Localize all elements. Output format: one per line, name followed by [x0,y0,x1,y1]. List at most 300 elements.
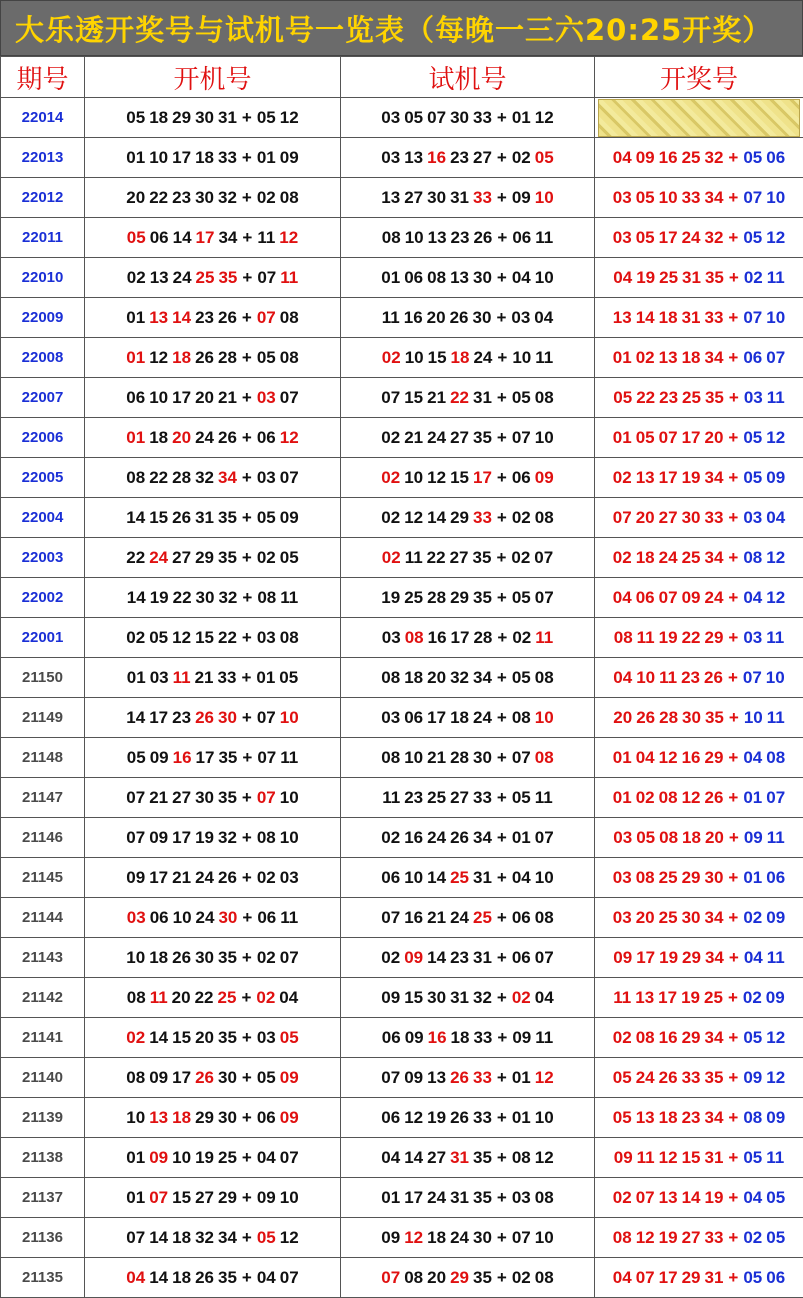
plus-separator: + [242,148,252,168]
trial-number-cell [341,1178,595,1218]
draw-number-cell [595,698,803,738]
number-ball: 11 [280,908,298,928]
plus-separator: + [242,588,252,608]
number-ball: 07 [126,1228,145,1248]
number-ball: 12 [280,1228,299,1248]
table-row [1,258,803,298]
page-title: 大乐透开奖号与试机号一览表（每晚一三六20:25开奖） [15,8,772,49]
issue-cell: 22007 [1,378,85,418]
number-ball: 33 [473,1028,492,1048]
number-ball: 24 [196,908,215,928]
number-ball: 05 [613,388,632,408]
number-ball: 33 [218,668,237,688]
number-ball: 06 [381,868,400,888]
number-ball: 25 [659,908,678,928]
number-ball: 14 [173,228,192,248]
number-ball: 14 [126,708,145,728]
draw-number-cell [595,498,803,538]
trial-number-cell [341,378,595,418]
number-ball: 18 [659,308,678,328]
plus-separator: + [497,428,507,448]
number-ball: 29 [218,1188,237,1208]
number-ball: 35 [218,1268,237,1288]
trial-number-cell [341,1018,595,1058]
number-ball: 14 [427,948,446,968]
plus-separator: + [729,388,739,408]
number-ball: 06 [150,228,169,248]
trial-number-cell [341,1218,595,1258]
plus-separator: + [728,668,738,688]
plus-separator: + [241,988,251,1008]
number-ball: 34 [705,948,724,968]
number-ball: 22 [450,388,469,408]
number-ball: 05 [257,1228,276,1248]
number-ball: 05 [512,588,531,608]
trial-number-cell [341,258,595,298]
number-ball: 13 [450,268,469,288]
plus-separator: + [728,908,738,928]
number-ball: 11 [659,668,677,688]
number-ball: 19 [195,1148,214,1168]
trial-number-cell [341,178,595,218]
open-number-cell [85,938,341,978]
number-ball: 10 [535,188,554,208]
number-ball: 35 [218,508,237,528]
number-ball: 07 [743,668,762,688]
number-ball: 16 [659,1028,678,1048]
plus-separator: + [728,588,738,608]
number-ball: 05 [404,108,423,128]
number-ball: 16 [404,828,423,848]
number-ball: 35 [705,388,724,408]
number-ball: 08 [404,1268,423,1288]
number-ball: 25 [704,988,723,1008]
number-ball: 12 [766,1028,785,1048]
number-ball: 33 [704,1228,723,1248]
number-ball: 32 [704,148,723,168]
header-draw-number: 开奖号 [595,57,803,98]
number-ball: 02 [126,628,145,648]
number-ball: 30 [450,108,469,128]
number-ball: 05 [766,1188,785,1208]
open-number-cell [85,418,341,458]
open-number-cell [85,538,341,578]
number-ball: 25 [404,588,423,608]
issue-cell: 22008 [1,338,85,378]
number-ball: 26 [195,708,214,728]
number-ball: 27 [427,1148,446,1168]
number-ball: 05 [127,748,146,768]
number-ball: 21 [172,868,191,888]
number-ball: 33 [704,508,723,528]
number-ball: 32 [195,1228,214,1248]
number-ball: 04 [126,1268,145,1288]
number-ball: 33 [682,188,701,208]
number-ball: 04 [613,148,632,168]
plus-separator: + [728,228,738,248]
trial-number-cell [341,738,595,778]
number-ball: 08 [636,1028,655,1048]
number-ball: 12 [279,228,298,248]
number-ball: 30 [195,108,214,128]
number-ball: 16 [659,148,678,168]
number-ball: 27 [404,188,423,208]
number-ball: 11 [767,828,785,848]
plus-separator: + [729,828,739,848]
number-ball: 30 [218,1068,237,1088]
number-ball: 01 [126,148,145,168]
plus-separator: + [497,748,507,768]
number-ball: 05 [257,348,276,368]
number-ball: 14 [149,1028,168,1048]
draw-number-cell [595,218,803,258]
number-ball: 28 [172,468,191,488]
table-row [1,1138,803,1178]
number-ball: 01 [743,868,762,888]
number-ball: 26 [450,828,469,848]
number-ball: 03 [743,508,762,528]
issue-cell: 21135 [1,1258,85,1298]
issue-cell: 22003 [1,538,85,578]
issue-cell: 21139 [1,1098,85,1138]
number-ball: 25 [218,1148,237,1168]
plus-separator: + [496,308,506,328]
table-row [1,898,803,938]
number-ball: 06 [636,588,655,608]
number-ball: 02 [381,508,400,528]
number-ball: 13 [659,348,678,368]
number-ball: 18 [450,708,469,728]
number-ball: 25 [196,268,215,288]
number-ball: 32 [218,188,237,208]
number-ball: 35 [473,428,492,448]
draw-number-cell [595,658,803,698]
number-ball: 26 [218,428,237,448]
number-ball: 12 [427,468,446,488]
number-ball: 09 [257,1188,276,1208]
plus-separator: + [729,708,739,728]
number-ball: 35 [218,1028,237,1048]
plus-separator: + [728,508,738,528]
number-ball: 05 [535,148,554,168]
table-row [1,978,803,1018]
number-ball: 01 [613,428,632,448]
plus-separator: + [497,788,507,808]
number-ball: 28 [427,588,446,608]
number-ball: 26 [473,228,492,248]
trial-number-cell [341,498,595,538]
number-ball: 07 [257,268,276,288]
issue-cell: 21136 [1,1218,85,1258]
number-ball: 25 [659,268,678,288]
number-ball: 10 [404,468,423,488]
table-row [1,98,803,138]
number-ball: 17 [172,148,191,168]
number-ball: 07 [257,708,276,728]
plus-separator: + [497,508,507,528]
number-ball: 09 [149,1148,168,1168]
number-ball: 02 [382,548,401,568]
trial-number-cell [341,818,595,858]
number-ball: 34 [704,468,723,488]
number-ball: 05 [512,388,531,408]
number-ball: 14 [126,508,145,528]
trial-number-cell [341,658,595,698]
number-ball: 05 [743,1268,762,1288]
number-ball: 09 [512,1028,531,1048]
plus-separator: + [497,828,507,848]
number-ball: 12 [535,108,554,128]
number-ball: 30 [427,188,446,208]
number-ball: 10 [126,1108,145,1128]
number-ball: 14 [149,1228,168,1248]
plus-separator: + [242,308,252,328]
table-row [1,138,803,178]
number-ball: 09 [404,1068,423,1088]
number-ball: 17 [682,428,701,448]
plus-separator: + [728,748,738,768]
trial-number-cell [341,98,595,138]
number-ball: 12 [766,428,785,448]
plus-separator: + [242,828,252,848]
number-ball: 24 [636,1068,655,1088]
open-number-cell [85,658,341,698]
number-ball: 03 [150,668,169,688]
number-ball: 25 [218,988,237,1008]
plus-separator: + [497,388,507,408]
number-ball: 07 [534,548,553,568]
number-ball: 16 [404,908,423,928]
plus-separator: + [728,308,738,328]
open-number-cell [85,738,341,778]
number-ball: 33 [473,108,492,128]
number-ball: 05 [257,108,276,128]
number-ball: 24 [427,1188,446,1208]
plus-separator: + [242,748,252,768]
number-ball: 22 [173,588,192,608]
number-ball: 33 [682,1068,701,1088]
number-ball: 03 [613,188,632,208]
number-ball: 11 [405,548,423,568]
number-ball: 01 [613,748,632,768]
plus-separator: + [497,1268,507,1288]
plus-separator: + [728,548,738,568]
number-ball: 18 [682,348,701,368]
number-ball: 28 [473,628,492,648]
number-ball: 11 [767,268,785,288]
number-ball: 08 [280,348,299,368]
number-ball: 07 [126,828,145,848]
number-ball: 10 [280,788,299,808]
number-ball: 18 [682,828,701,848]
number-ball: 06 [150,908,169,928]
number-ball: 23 [681,668,700,688]
number-ball: 03 [280,868,299,888]
plus-separator: + [497,348,507,368]
number-ball: 07 [512,1228,531,1248]
number-ball: 29 [450,508,469,528]
number-ball: 30 [473,308,492,328]
open-number-cell [85,258,341,298]
number-ball: 10 [172,1148,191,1168]
number-ball: 12 [659,748,678,768]
number-ball: 02 [512,988,531,1008]
number-ball: 29 [450,588,469,608]
plus-separator: + [729,948,739,968]
number-ball: 24 [195,868,214,888]
number-ball: 28 [659,708,678,728]
number-ball: 10 [535,868,554,888]
draw-number-cell [595,298,803,338]
number-ball: 20 [636,508,655,528]
number-ball: 31 [682,268,701,288]
number-ball: 25 [450,868,469,888]
plus-separator: + [728,428,738,448]
open-number-cell [85,98,341,138]
number-ball: 32 [218,828,237,848]
number-ball: 18 [451,348,470,368]
draw-number-cell [595,978,803,1018]
number-ball: 11 [535,228,553,248]
number-ball: 13 [636,468,655,488]
number-ball: 09 [280,1068,299,1088]
number-ball: 07 [149,1188,168,1208]
plus-separator: + [242,1228,252,1248]
plus-separator: + [729,268,739,288]
plus-separator: + [242,708,252,728]
trial-number-cell [341,138,595,178]
number-ball: 30 [195,788,214,808]
draw-number-cell [595,618,803,658]
number-ball: 24 [427,828,446,848]
number-ball: 12 [280,108,299,128]
number-ball: 21 [427,908,446,928]
plus-separator: + [242,948,252,968]
open-number-cell [85,178,341,218]
issue-cell: 22010 [1,258,85,298]
plus-separator: + [728,628,738,648]
number-ball: 14 [149,1268,168,1288]
number-ball: 12 [535,1148,554,1168]
number-ball: 02 [257,868,276,888]
number-ball: 14 [404,1148,423,1168]
number-ball: 23 [172,188,191,208]
table-row [1,178,803,218]
number-ball: 35 [218,788,237,808]
issue-cell: 22009 [1,298,85,338]
lottery-table [0,56,803,1298]
number-ball: 30 [218,908,237,928]
number-ball: 11 [535,788,553,808]
plus-separator: + [242,1148,252,1168]
number-ball: 24 [450,908,469,928]
number-ball: 08 [382,228,401,248]
number-ball: 15 [172,1028,191,1048]
draw-number-cell [595,938,803,978]
number-ball: 17 [636,948,655,968]
number-ball: 07 [381,908,400,928]
number-ball: 31 [473,868,492,888]
number-ball: 29 [450,1268,469,1288]
number-ball: 26 [450,308,469,328]
plus-separator: + [242,868,252,888]
table-row [1,458,803,498]
number-ball: 26 [218,308,237,328]
number-ball: 01 [126,428,145,448]
number-ball: 30 [682,508,701,528]
table-row [1,1178,803,1218]
plus-separator: + [497,1148,507,1168]
number-ball: 20 [427,308,446,328]
number-ball: 07 [280,468,299,488]
number-ball: 08 [535,388,554,408]
number-ball: 04 [613,668,632,688]
number-ball: 31 [704,1268,723,1288]
number-ball: 30 [473,1228,492,1248]
number-ball: 30 [473,268,492,288]
draw-number-cell [595,578,803,618]
number-ball: 17 [427,708,446,728]
number-ball: 03 [381,708,400,728]
open-number-cell [85,978,341,1018]
number-ball: 08 [743,1108,762,1128]
number-ball: 02 [636,788,655,808]
draw-number-cell [595,258,803,298]
draw-number-cell [595,538,803,578]
number-ball: 35 [218,948,237,968]
number-ball: 19 [659,1228,678,1248]
number-ball: 02 [257,548,276,568]
number-ball: 20 [195,1028,214,1048]
number-ball: 12 [172,628,191,648]
number-ball: 24 [473,708,492,728]
number-ball: 09 [381,988,400,1008]
number-ball: 02 [743,908,762,928]
pending-draw-image [598,99,800,137]
number-ball: 33 [473,1108,492,1128]
number-ball: 06 [381,1108,400,1128]
table-row [1,498,803,538]
number-ball: 19 [427,1108,446,1128]
number-ball: 08 [535,508,554,528]
number-ball: 02 [126,1028,145,1048]
plus-separator: + [242,348,252,368]
number-ball: 05 [743,428,762,448]
plus-separator: + [728,188,738,208]
number-ball: 09 [744,828,763,848]
number-ball: 26 [704,668,723,688]
number-ball: 10 [766,308,785,328]
plus-separator: + [728,788,738,808]
number-ball: 17 [659,1268,678,1288]
number-ball: 08 [280,188,299,208]
number-ball: 05 [280,1028,299,1048]
number-ball: 12 [404,1228,423,1248]
number-ball: 10 [404,748,423,768]
number-ball: 29 [172,108,191,128]
number-ball: 02 [512,148,531,168]
trial-number-cell [341,698,595,738]
plus-separator: + [728,868,738,888]
number-ball: 06 [743,348,762,368]
header-open-number: 开机号 [85,57,341,98]
open-number-cell [85,858,341,898]
number-ball: 08 [659,788,678,808]
number-ball: 11 [637,628,655,648]
number-ball: 01 [512,1108,531,1128]
number-ball: 08 [280,628,299,648]
open-number-cell [85,1178,341,1218]
